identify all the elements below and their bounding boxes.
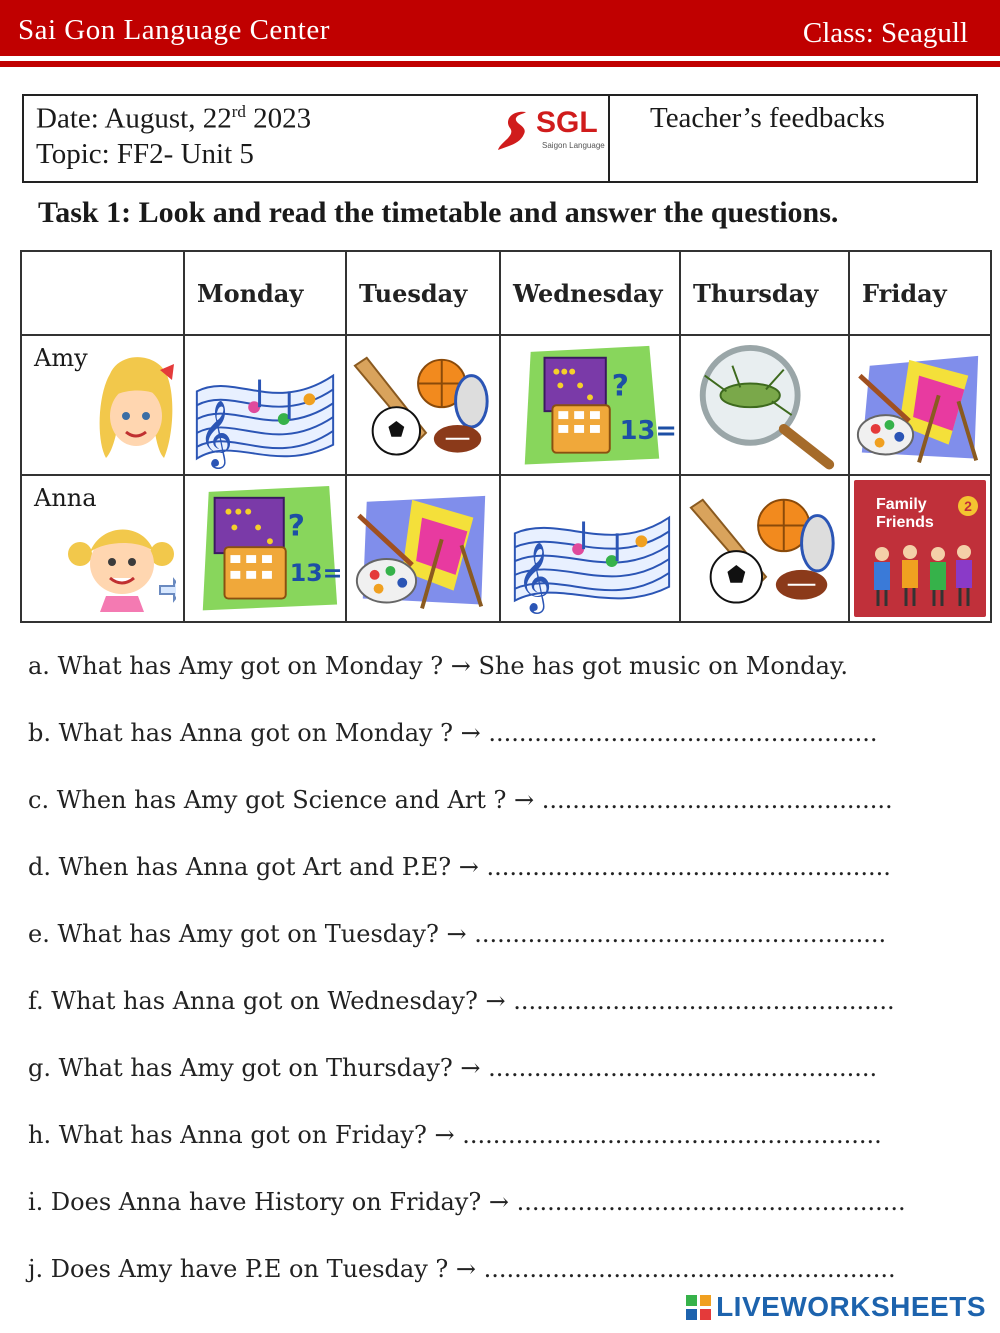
question-item: b. What has Anna got on Monday ? → ................................................... <box>28 719 878 747</box>
svg-text:𝄞: 𝄞 <box>198 399 233 467</box>
day-header: Thursday <box>680 251 849 335</box>
subject-cell <box>849 475 991 621</box>
question-item: h. What has Anna got on Friday? → ....................................................... <box>28 1121 882 1149</box>
timetable <box>20 250 992 623</box>
info-divider <box>608 96 610 181</box>
student-name: Amy <box>34 344 88 372</box>
feedback-label: Teacher’s feedbacks <box>650 102 885 134</box>
subject-cell <box>849 335 991 475</box>
date-year: 2023 <box>245 102 312 135</box>
svg-text:13=: 13= <box>289 559 343 588</box>
date-line <box>36 102 311 136</box>
sports-icon <box>347 336 499 474</box>
info-box <box>22 94 978 183</box>
day-header: Friday <box>849 251 991 335</box>
question-item: f. What has Anna got on Wednesday? → .................................................. <box>28 987 895 1015</box>
question-item: d. When has Anna got Art and P.E? → ..................................................... <box>28 853 891 881</box>
svg-text:?: ? <box>611 367 629 403</box>
book-level-badge: 2 <box>958 496 978 516</box>
day-header: Monday <box>184 251 346 335</box>
question-item: a. What has Amy got on Monday ? → She has got music on Monday. <box>28 652 848 680</box>
subject-cell <box>346 475 500 621</box>
liveworksheets-text: LIVEWORKSHEETS <box>716 1291 986 1322</box>
subject-cell <box>500 475 680 621</box>
header-bar <box>0 0 1000 56</box>
question-item: g. What has Amy got on Thursday? → ................................................... <box>28 1054 878 1082</box>
liveworksheets-logo <box>686 1289 986 1325</box>
book-children-icon <box>864 540 980 610</box>
logo-text: SGL <box>536 106 598 139</box>
student-name: Anna <box>34 484 97 513</box>
timetable-header-row <box>21 251 991 335</box>
music-icon <box>185 336 345 474</box>
girl-amy-icon <box>90 354 180 466</box>
music-icon <box>501 476 679 620</box>
subject-cell <box>680 335 849 475</box>
subject-cell <box>184 475 346 621</box>
timetable-row-anna <box>21 475 991 621</box>
day-header: Tuesday <box>346 251 500 335</box>
art-icon <box>850 336 990 474</box>
svg-text:𝄞: 𝄞 <box>516 542 552 612</box>
question-item: j. Does Amy have P.E on Tuesday ? → ...................................................... <box>28 1255 896 1283</box>
girl-anna-icon <box>66 516 176 612</box>
sgl-logo <box>494 106 606 154</box>
subject-cell <box>346 335 500 475</box>
timetable-row-amy <box>21 335 991 475</box>
student-cell <box>21 475 184 621</box>
svg-text:13=: 13= <box>619 415 677 446</box>
topic-line: Topic: FF2- Unit 5 <box>36 138 254 170</box>
science-icon <box>681 336 848 474</box>
sgl-swirl-icon <box>494 106 538 154</box>
class-label: Class: Seagull <box>802 17 968 49</box>
date-ordinal: rd <box>231 102 246 121</box>
timetable-corner <box>21 251 184 335</box>
math-icon <box>185 476 345 620</box>
book-title-line2: Friends <box>876 514 934 532</box>
book-title-line1: Family <box>876 496 927 514</box>
question-item: i. Does Anna have History on Friday? → ................................................... <box>28 1188 906 1216</box>
day-header: Wednesday <box>500 251 680 335</box>
math-icon <box>501 336 679 474</box>
subject-cell <box>680 475 849 621</box>
header-rule <box>0 61 1000 67</box>
art-icon <box>347 476 499 620</box>
question-item: c. When has Amy got Science and Art ? → .............................................. <box>28 786 893 814</box>
svg-text:?: ? <box>287 508 305 543</box>
question-item: e. What has Amy got on Tuesday? → ...................................................... <box>28 920 887 948</box>
book-icon <box>854 480 986 616</box>
subject-cell <box>500 335 680 475</box>
center-name: Sai Gon Language Center <box>18 14 330 46</box>
logo-subtext: Saigon Language <box>542 141 605 150</box>
liveworksheets-icon <box>686 1295 712 1321</box>
date-text: Date: August, 22 <box>36 102 232 135</box>
task-title: Task 1: Look and read the timetable and answer the questions. <box>38 196 839 229</box>
subject-cell <box>184 335 346 475</box>
student-cell <box>21 335 184 475</box>
sports-icon <box>681 476 848 620</box>
